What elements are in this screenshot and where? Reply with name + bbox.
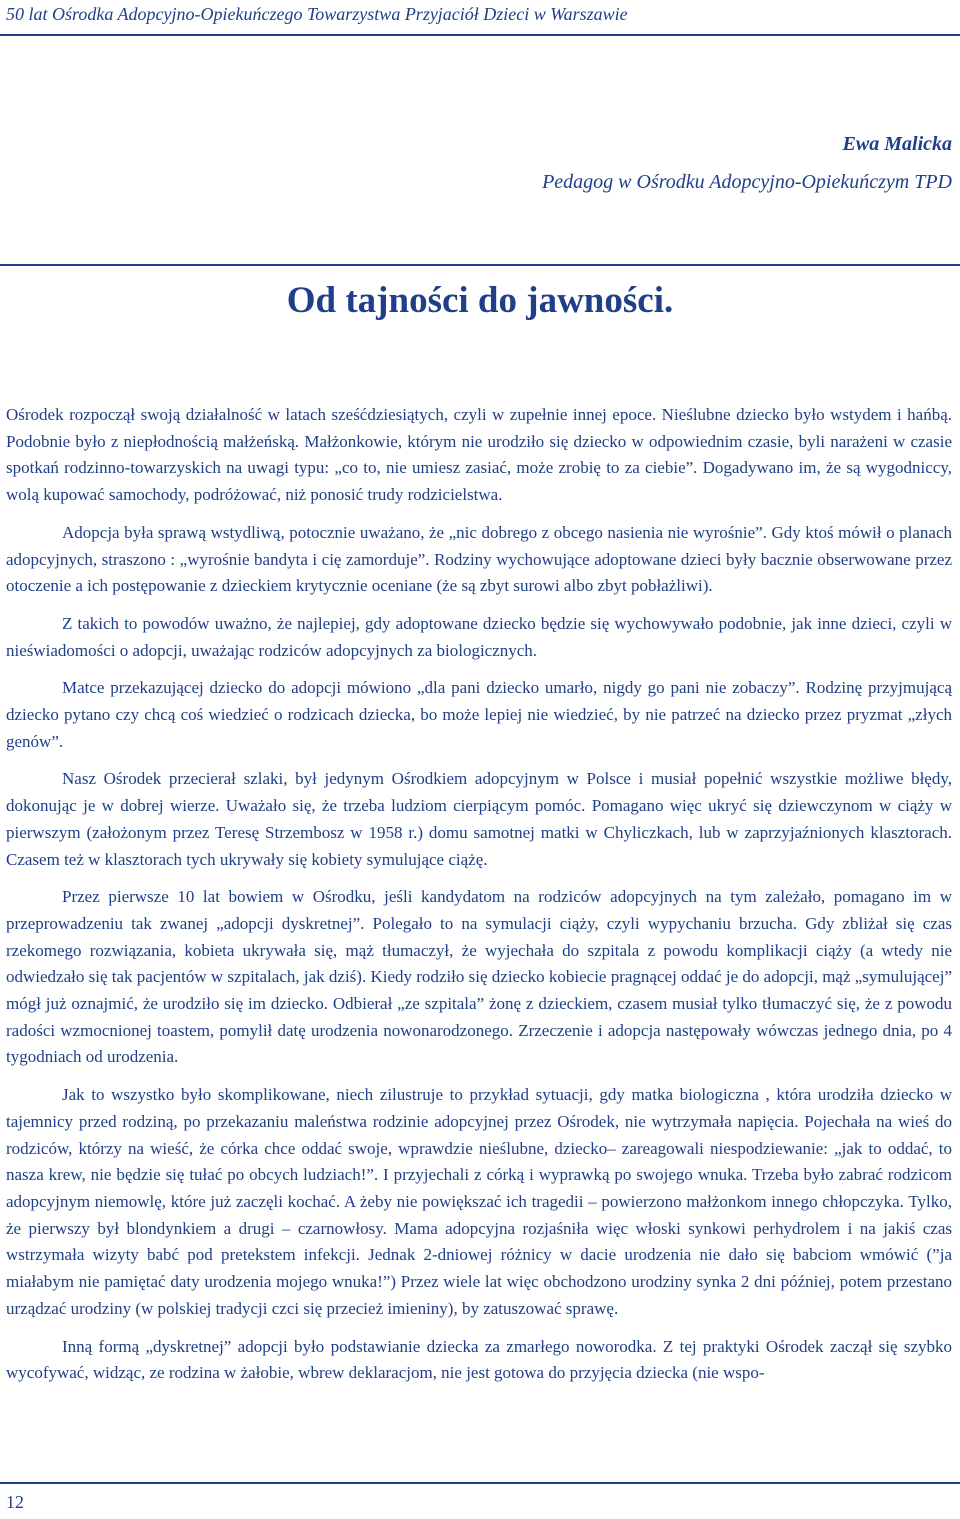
paragraph: Jak to wszystko było skomplikowane, niech zilustruje to przykład sytuacji, gdy matka biologiczna , która urodziła dziecko w tajemnicy przed rodziną, po przekazaniu maleństwa rodzinie adopcyjnej przez Ośrodek, nie wytrzymała napięcia. Pojechała na wieś do rodziców, którzy na wieść, że córka chce oddać swoje, wprawdzie nieślubne, dziecko– zareagowali niespodziewanie: „jak to oddać, to nasza krew, nie będzie się tułać po obcych ludziach!”. I przyjechali z córką i wyprawką po swojego wnuka. Trzeba było zabrać rodzicom adopcyjnym niemowlę, które już zaczęli kochać. A żeby nie powiększać ich tragedii – powierzono małżonkom innego chłopczyka. Tylko, że pierwszy był blondynkiem a drugi – czarnowłosy. Mama adopcyjna rozjaśniła więc włoski synkowi perhydrolem i na jakiś czas wstrzymała wizyty babć pod pretekstem infekcji. Jednak 2-dniowej różnicy w dacie urodzenia nie dało się babciom wmówić (”ja miałabym nie pamiętać daty urodzenia mojego wnuka!”) Przez wiele lat więc obchodzono urodziny synka 2 dni później, potem przestano urządzać urodziny (w polskiej tradycji czci się przecież imieniny), by zatuszować sprawę. bbox=[6, 1085, 952, 1318]
author-name: Ewa Malicka bbox=[842, 133, 952, 155]
page-number: 12 bbox=[6, 1492, 24, 1512]
running-header-title: 50 lat Ośrodka Adopcyjno-Opiekuńczego Towarzystwa Przyjaciół Dzieci w Warszawie bbox=[6, 4, 628, 24]
paragraph: Inną formą „dyskretnej” adopcji było podstawianie dziecka za zmarłego noworodka. Z tej praktyki Ośrodek zaczął się szybko wycofywać, widząc, ze rodzina w żałobie, wbrew deklaracjom, nie jest gotowa do przyjęcia dziecka (nie wspo- bbox=[6, 1336, 952, 1383]
header-divider bbox=[0, 34, 960, 36]
article-title: Od tajności do jawności. bbox=[286, 280, 674, 321]
article-body bbox=[6, 402, 952, 1398]
paragraph: Nasz Ośrodek przecierał szlaki, był jedynym Ośrodkiem adopcyjnym w Polsce i musiał popełnić wszystkie możliwe błędy, dokonując je w dobrej wierze. Uważało się, że trzeba ludziom cierpiącym pomóc. Pomagano więc ukryć się dziewczynom w ciąży w pierwszym (założonym przez Teresę Strzembosz w 1958 r.) domu samotnej matki w Chyliczkach, lub w zaprzyjaźnionych klasztorach. Czasem też w klasztorach tych ukrywały się kobiety symulujące ciążę. bbox=[6, 769, 952, 869]
paragraph: Przez pierwsze 10 lat bowiem w Ośrodku, jeśli kandydatom na rodziców adopcyjnych na tym zależało, pomagano im w przeprowadzeniu tak zwanej „adopcji dyskretnej”. Polegało to na symulacji ciąży, czyli wypychaniu brzucha. Gdy zbliżał się czas rzekomego rozwiązania, kobieta ukrywała się, mąż tłumaczył, że wyjechała do szpitala z powodu komplikacji ciąży (a wtedy nie odwiedzało się tak pacjentów w szpitalach, jak dziś). Kiedy rodziło się dziecko kobiecie pragnącej oddać je do adopcji, mąż „symulującej” mógł już oznajmić, że urodziło się im dziecko. Odbierał „ze szpitala” żonę z dzieckiem, czasem musiał tylko tłumaczyć się, że z powodu radości wzmocnionej toastem, pomylił datę urodzenia nowonarodzonego. Zrzeczenie i adopcja następowały wówczas jednego dnia, po 4 tygodniach od urodzenia. bbox=[6, 887, 952, 1067]
paragraph: Adopcja była sprawą wstydliwą, potocznie uważano, że „nic dobrego z obcego nasienia nie wyrośnie”. Gdy ktoś mówił o planach adopcyjnych, straszono : „wyrośnie bandyta i cię zamorduje”. Rodziny wychowujące adoptowane dzieci były bacznie obserwowane przez otoczenie a ich postępowanie z dzieckiem krytycznie oceniane (że są zbyt surowi albo zbyt pobłażliwi). bbox=[6, 522, 952, 596]
author-role: Pedagog w Ośrodku Adopcyjno-Opiekuńczym TPD bbox=[542, 171, 952, 193]
paragraph: Matce przekazującej dziecko do adopcji mówiono „dla pani dziecko umarło, nigdy go pani nie zobaczy”. Rodzinę przyjmującą dziecko pytano czy chcą coś wiedzieć o rodzicach dziecka, bo może lepiej nie wiedzieć, by nie patrzeć na dziecko przez pryzmat „złych genów”. bbox=[6, 678, 952, 751]
title-divider bbox=[0, 264, 960, 266]
paragraph: Ośrodek rozpoczął swoją działalność w latach sześćdziesiątych, czyli w zupełnie innej epoce. Nieślubne dziecko było wstydem i hańbą. Podobnie było z niepłodnością małżeńską. Małżonkowie, którym nie urodziło się dziecko w odpowiednim czasie, byli narażeni w czasie spotkań rodzinno-towarzyskich na uwagi typu: „co to, nie umiesz zasiać, może zrobię to za ciebie”. Dogadywano im, że są wygodniccy, wolą kupować samochody, podróżować, niż ponosić trudy rodzicielstwa. bbox=[6, 405, 952, 505]
paragraph: Z takich to powodów uważno, że najlepiej, gdy adoptowane dziecko będzie się wychowywało podobnie, jak inne dzieci, czyli w nieświadomości o adopcji, uważając rodziców adopcyjnych za biologicznych. bbox=[6, 613, 952, 660]
footer-divider bbox=[0, 1482, 960, 1484]
